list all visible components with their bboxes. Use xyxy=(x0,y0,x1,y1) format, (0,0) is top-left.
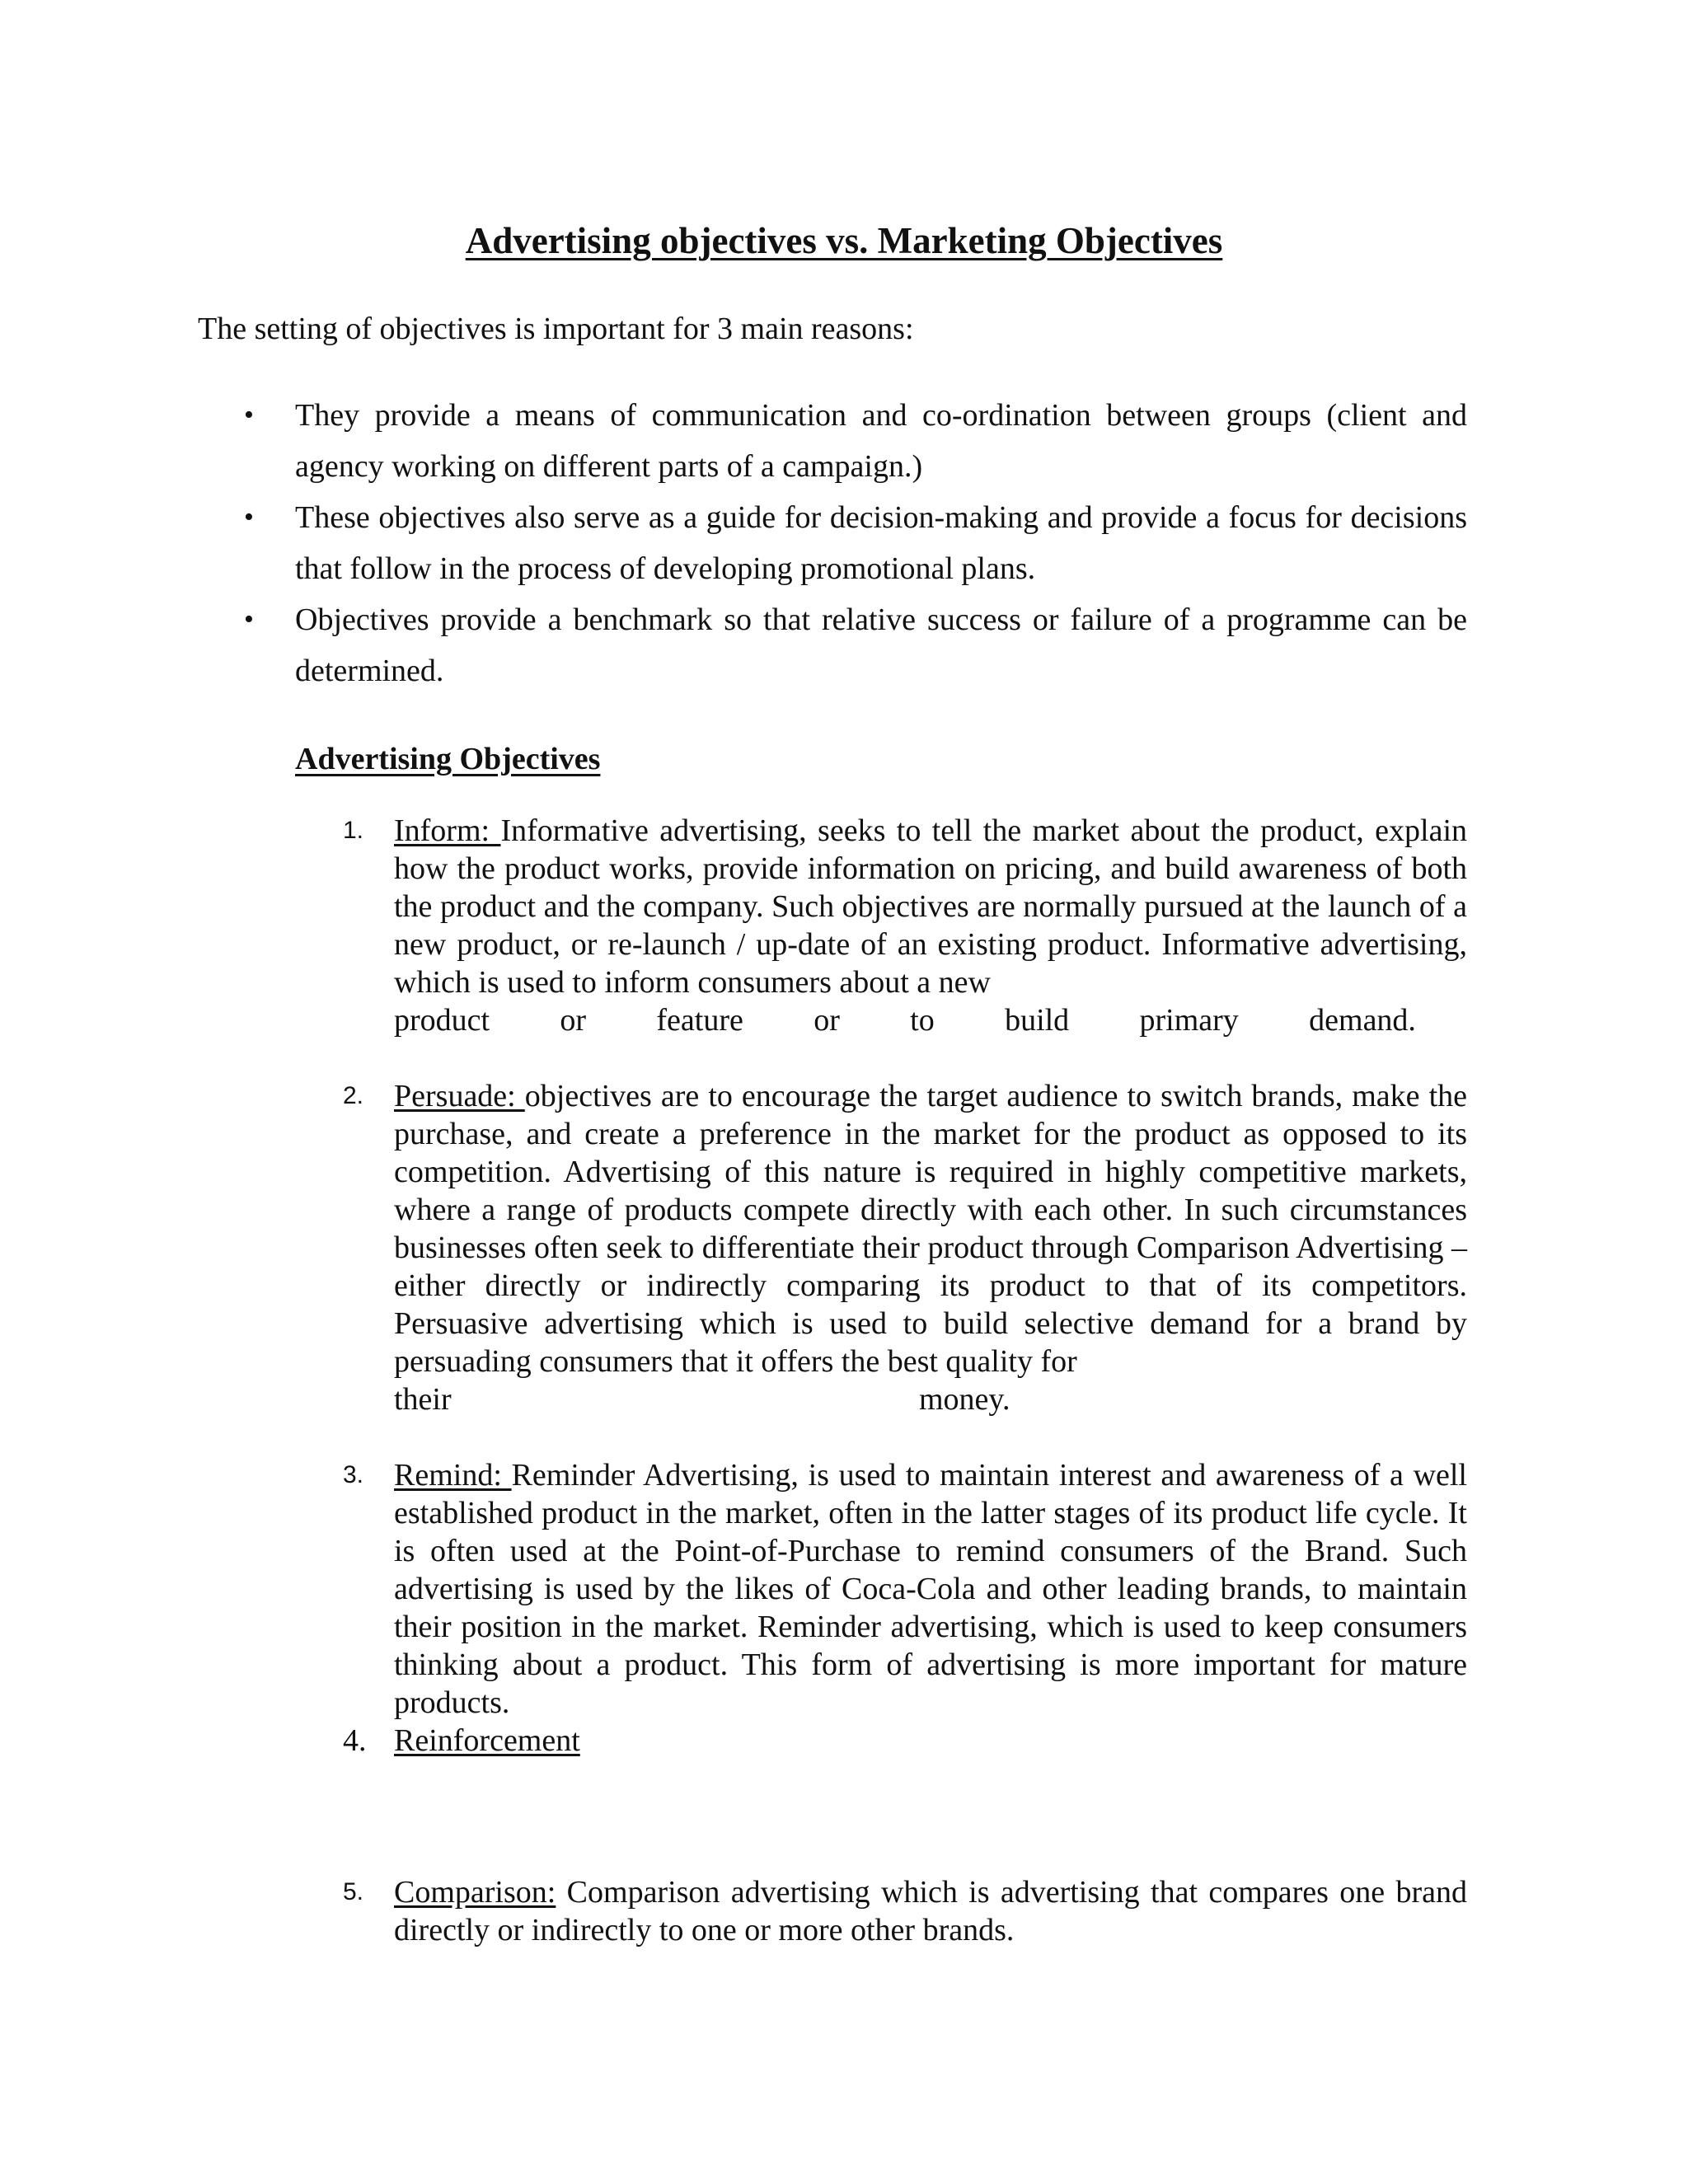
objective-inform xyxy=(343,812,1467,1039)
word: demand. xyxy=(1309,1003,1416,1038)
word: product xyxy=(394,1003,490,1038)
word: money. xyxy=(919,1382,1010,1417)
objective-comparison xyxy=(343,1873,1467,1949)
bullet-icon: • xyxy=(244,400,254,430)
objective-number: 3. xyxy=(343,1461,364,1488)
objective-number: 2. xyxy=(343,1082,364,1109)
word: build xyxy=(1005,1003,1070,1038)
page-title: Advertising objectives vs. Marketing Objectives xyxy=(465,220,1223,261)
objective-last-line xyxy=(394,1380,1467,1418)
word: primary xyxy=(1139,1003,1239,1038)
objective-label: Persuade: xyxy=(394,1079,525,1113)
bullet-text: These objectives also serve as a guide for decision-making and provide a focus for decisions that follow in the process of developing promotional plans. xyxy=(295,500,1467,586)
word: feature xyxy=(656,1003,743,1038)
objective-last-line xyxy=(394,1001,1416,1039)
objective-text: objectives are to encourage the target audience to switch brands, make the purchase, and create a preference in the market for the product as opposed to its competition. Advertising of this nature is required in highly competitive markets, where a range of products compete directly with each other. In such circumstances businesses often seek to differentiate their product through Comparison Advertising – either directly or indirectly comparing its product to that of its competitors. Persuasive advertising which is used to build selective demand for a brand by persuading consumers that it offers the best quality for xyxy=(394,1079,1467,1379)
objective-number: 5. xyxy=(343,1878,364,1905)
bullet-text: They provide a means of communication and co-ordination between groups (client and agency working on different parts of a campaign.) xyxy=(295,398,1467,484)
word: or xyxy=(560,1003,587,1038)
word: or xyxy=(814,1003,840,1038)
section-heading: Advertising Objectives xyxy=(295,742,601,776)
list-item xyxy=(198,594,1467,696)
objective-reinforcement xyxy=(343,1722,1467,1760)
objective-remind xyxy=(343,1456,1467,1722)
objective-number: 1. xyxy=(343,817,364,844)
objective-number: 4. xyxy=(343,1723,367,1758)
objective-text: Informative advertising, seeks to tell the market about the product, explain how the product works, provide information on pricing, and build awareness of both the product and the company. Such objectives are normally pursued at the launch of a new product, or re-launch / up-date of an existing product. Informative advertising, which is used to inform consumers about a new xyxy=(394,813,1467,1000)
intro-paragraph: The setting of objectives is important for 3 main reasons: xyxy=(198,312,914,346)
bullet-icon: • xyxy=(244,502,254,532)
objective-label: Remind: xyxy=(394,1458,512,1493)
objective-label: Comparison: xyxy=(394,1875,556,1910)
word: their xyxy=(394,1382,452,1417)
list-item xyxy=(198,390,1467,492)
bullet-icon: • xyxy=(244,604,254,635)
reasons-list xyxy=(198,390,1467,696)
bullet-text: Objectives provide a benchmark so that relative success or failure of a programme can be determined. xyxy=(295,602,1467,688)
objective-persuade xyxy=(343,1077,1467,1418)
objective-label: Inform: xyxy=(394,813,501,848)
objective-label: Reinforcement xyxy=(394,1723,580,1758)
list-item xyxy=(198,492,1467,594)
objective-text: Comparison advertising which is advertising that compares one brand directly or indirectly to one or more other brands. xyxy=(394,1875,1467,1947)
word: to xyxy=(910,1003,935,1038)
objective-text: Reminder Advertising, is used to maintain interest and awareness of a well established product in the market, often in the latter stages of its product life cycle. It is often used at the Point-of-Purchase to remind consumers of the Brand. Such advertising is used by the likes of Coca-Cola and other leading brands, to maintain their position in the market. Reminder advertising, which is used to keep consumers thinking about a product. This form of advertising is more important for mature products. xyxy=(394,1458,1467,1720)
